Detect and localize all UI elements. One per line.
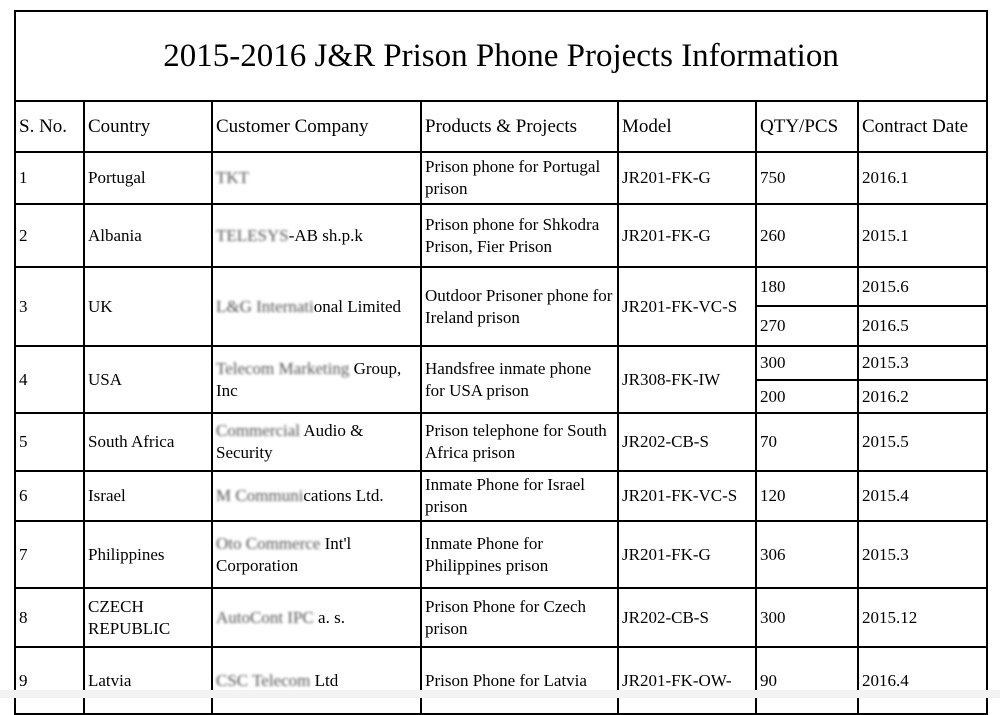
company-text: Ltd <box>310 670 339 690</box>
table-title: 2015-2016 J&R Prison Phone Projects Information <box>15 11 987 101</box>
cell-model: JR201-FK-VC-S <box>618 471 756 521</box>
cell-contract-date: 2015.5 <box>858 413 987 471</box>
cell-customer-company <box>212 152 421 204</box>
cell-sno: 5 <box>15 413 84 471</box>
cell-customer-company <box>212 521 421 588</box>
cell-model: JR308-FK-IW <box>618 346 756 413</box>
cell-product: Prison phone for Portugal prison <box>421 152 618 204</box>
cell-contract-date: 2015.12 <box>858 588 987 647</box>
cell-sno: 9 <box>15 647 84 714</box>
projects-table <box>14 10 988 715</box>
company-text: Audio & Security <box>216 421 364 462</box>
cell-qty: 750 <box>756 152 858 204</box>
cell-contract-date: 2015.1 <box>858 204 987 267</box>
cell-qty: 306 <box>756 521 858 588</box>
cell-qty: 260 <box>756 204 858 267</box>
title-row <box>15 11 987 101</box>
cell-qty: 90 <box>756 647 858 714</box>
cell-model: JR202-CB-S <box>618 413 756 471</box>
table-row <box>15 413 987 471</box>
redacted-company-text: L&G Internati <box>216 296 314 316</box>
cell-country: Albania <box>84 204 212 267</box>
cell-qty: 300 <box>756 588 858 647</box>
cell-contract-date: 2016.5 <box>858 306 987 346</box>
table-row <box>15 588 987 647</box>
cell-sno: 8 <box>15 588 84 647</box>
header-customer-company: Customer Company <box>212 101 421 152</box>
cell-customer-company <box>212 471 421 521</box>
header-sno: S. No. <box>15 101 84 152</box>
table-row <box>15 521 987 588</box>
cell-model: JR201-FK-VC-S <box>618 267 756 346</box>
cell-country: UK <box>84 267 212 346</box>
cell-contract-date: 2015.6 <box>858 267 987 306</box>
cell-country: Israel <box>84 471 212 521</box>
table-row <box>15 267 987 306</box>
cell-sno: 1 <box>15 152 84 204</box>
redacted-company-text: Oto Commerce <box>216 533 321 553</box>
company-text: Group, Inc <box>216 358 402 400</box>
header-country: Country <box>84 101 212 152</box>
cell-sno: 6 <box>15 471 84 521</box>
company-text: onal Limited <box>313 296 402 316</box>
cell-sno: 7 <box>15 521 84 588</box>
cell-product: Handsfree inmate phone for USA prison <box>421 346 618 413</box>
header-qty: QTY/PCS <box>756 101 858 152</box>
cell-qty: 120 <box>756 471 858 521</box>
redacted-company-text: TELESYS <box>216 225 289 245</box>
cell-sno: 3 <box>15 267 84 346</box>
cell-qty: 200 <box>756 380 858 413</box>
cell-customer-company <box>212 647 421 714</box>
cell-customer-company <box>212 267 421 346</box>
cell-contract-date: 2016.2 <box>858 380 987 413</box>
cell-model: JR201-FK-OW- <box>618 647 756 714</box>
cell-contract-date: 2016.4 <box>858 647 987 714</box>
redacted-company-text: M Communi <box>216 486 304 505</box>
cell-customer-company <box>212 204 421 267</box>
company-text: Int'l Corporation <box>216 533 352 575</box>
cell-customer-company <box>212 413 421 471</box>
cell-country: South Africa <box>84 413 212 471</box>
cell-product: Prison telephone for South Africa prison <box>421 413 618 471</box>
table-row <box>15 471 987 521</box>
cell-country: USA <box>84 346 212 413</box>
cell-qty: 180 <box>756 267 858 306</box>
cell-product: Outdoor Prisoner phone for Ireland prison <box>421 267 618 346</box>
header-row <box>15 101 987 152</box>
company-text: -AB sh.p.k <box>288 225 363 245</box>
cell-model: JR201-FK-G <box>618 152 756 204</box>
cell-customer-company <box>212 588 421 647</box>
cell-model: JR201-FK-G <box>618 204 756 267</box>
cell-country: Philippines <box>84 521 212 588</box>
table-row <box>15 204 987 267</box>
cell-model: JR201-FK-G <box>618 521 756 588</box>
cell-model: JR202-CB-S <box>618 588 756 647</box>
cell-contract-date: 2015.3 <box>858 346 987 380</box>
cell-contract-date: 2015.4 <box>858 471 987 521</box>
table-row <box>15 647 987 714</box>
header-model: Model <box>618 101 756 152</box>
cell-product: Prison Phone for Latvia <box>421 647 618 714</box>
table-row <box>15 152 987 204</box>
cell-product: Prison phone for Shkodra Prison, Fier Prison <box>421 204 618 267</box>
cell-country: CZECH REPUBLIC <box>84 588 212 647</box>
redacted-company-text: Commercial <box>216 421 301 440</box>
cell-sno: 2 <box>15 204 84 267</box>
redacted-company-text: AutoCont IPC <box>216 607 314 627</box>
cell-country: Latvia <box>84 647 212 714</box>
company-text: a. s. <box>313 607 345 627</box>
company-text: cations Ltd. <box>303 486 384 505</box>
redacted-company-text: Telecom Marketing <box>216 358 350 378</box>
redacted-company-text: CSC Telecom <box>216 670 311 690</box>
cell-contract-date: 2016.1 <box>858 152 987 204</box>
table-row <box>15 346 987 380</box>
header-contract-date: Contract Date <box>858 101 987 152</box>
cell-sno: 4 <box>15 346 84 413</box>
cell-product: Inmate Phone for Philippines prison <box>421 521 618 588</box>
cell-customer-company <box>212 346 421 413</box>
cell-country: Portugal <box>84 152 212 204</box>
cell-qty: 270 <box>756 306 858 346</box>
page-bottom-edge <box>0 690 1000 698</box>
cell-product: Prison Phone for Czech prison <box>421 588 618 647</box>
cell-qty: 70 <box>756 413 858 471</box>
cell-product: Inmate Phone for Israel prison <box>421 471 618 521</box>
cell-qty: 300 <box>756 346 858 380</box>
redacted-company-text: TKT <box>216 168 250 187</box>
header-products-projects: Products & Projects <box>421 101 618 152</box>
cell-contract-date: 2015.3 <box>858 521 987 588</box>
